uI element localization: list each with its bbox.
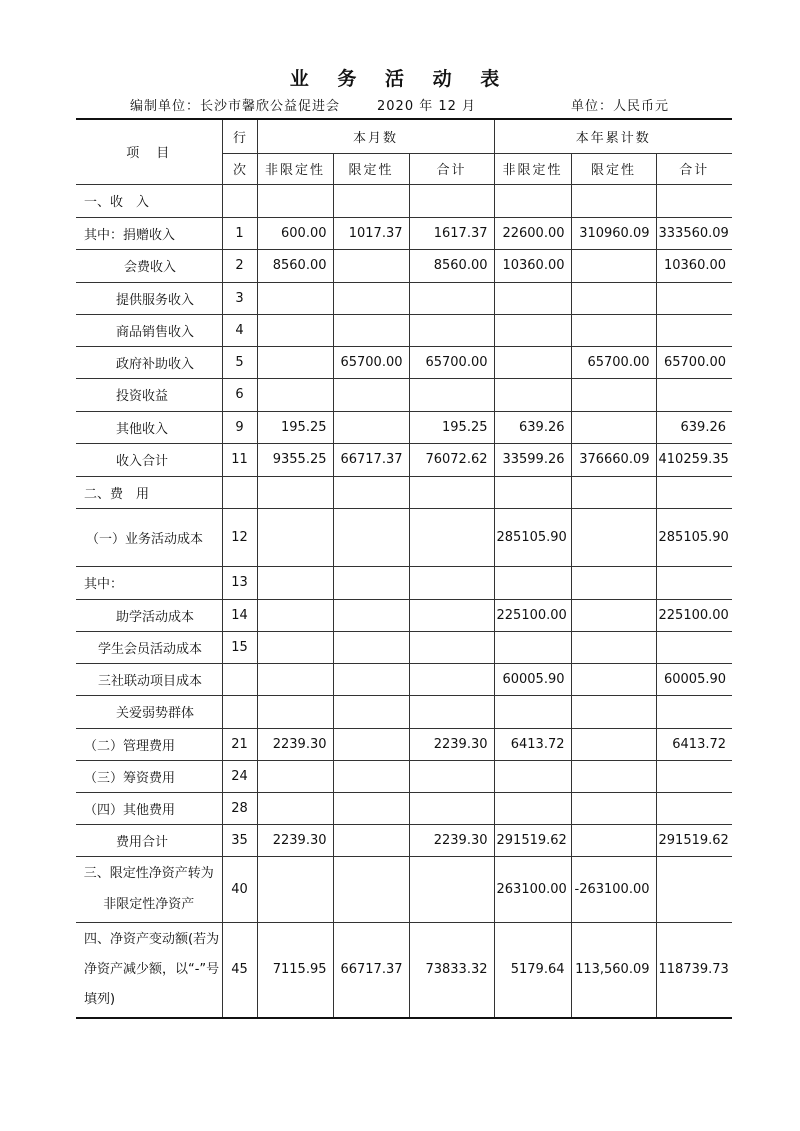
cell-year-restricted bbox=[571, 824, 656, 856]
table-row bbox=[76, 443, 732, 476]
row-item-label: 收入合计 bbox=[76, 443, 222, 476]
cell-year-total bbox=[656, 566, 732, 599]
cell-year-total: 291519.62 bbox=[656, 824, 732, 856]
table-row bbox=[76, 922, 732, 1018]
cell-month-total bbox=[409, 631, 494, 663]
cell-year-unrestricted bbox=[494, 282, 571, 314]
table-row bbox=[76, 566, 732, 599]
header-line-top: 行 bbox=[222, 119, 257, 153]
cell-year-total: 10360.00 bbox=[656, 249, 732, 282]
table-row bbox=[76, 411, 732, 443]
cell-month-total: 1617.37 bbox=[409, 217, 494, 249]
cell-month-total: 73833.32 bbox=[409, 922, 494, 1018]
cell-year-unrestricted bbox=[494, 476, 571, 508]
row-item-label: 学生会员活动成本 bbox=[76, 631, 222, 663]
cell-year-restricted: -263100.00 bbox=[571, 856, 656, 922]
header-item: 项 目 bbox=[76, 119, 222, 184]
cell-month-unrestricted: 7115.95 bbox=[257, 922, 333, 1018]
cell-month-restricted bbox=[333, 411, 409, 443]
row-item-label: 一、收 入 bbox=[76, 184, 222, 217]
cell-month-restricted: 66717.37 bbox=[333, 443, 409, 476]
cell-year-unrestricted bbox=[494, 378, 571, 411]
cell-year-unrestricted: 10360.00 bbox=[494, 249, 571, 282]
cell-month-restricted bbox=[333, 249, 409, 282]
cell-month-restricted bbox=[333, 282, 409, 314]
row-item-label: 费用合计 bbox=[76, 824, 222, 856]
cell-year-restricted bbox=[571, 476, 656, 508]
cell-year-unrestricted bbox=[494, 184, 571, 217]
row-line-number bbox=[222, 184, 257, 217]
cell-year-unrestricted bbox=[494, 346, 571, 378]
cell-month-total: 65700.00 bbox=[409, 346, 494, 378]
row-line-number: 12 bbox=[222, 508, 257, 566]
cell-month-restricted bbox=[333, 695, 409, 728]
cell-year-total bbox=[656, 760, 732, 792]
cell-year-unrestricted: 291519.62 bbox=[494, 824, 571, 856]
row-item-label: 政府补助收入 bbox=[76, 346, 222, 378]
cell-year-restricted bbox=[571, 728, 656, 760]
cell-year-restricted bbox=[571, 508, 656, 566]
cell-year-unrestricted bbox=[494, 631, 571, 663]
row-item-label: （二）管理费用 bbox=[76, 728, 222, 760]
cell-month-restricted: 65700.00 bbox=[333, 346, 409, 378]
cell-month-restricted bbox=[333, 184, 409, 217]
cell-month-restricted bbox=[333, 856, 409, 922]
row-item-label: 会费收入 bbox=[76, 249, 222, 282]
cell-month-unrestricted bbox=[257, 378, 333, 411]
cell-year-unrestricted bbox=[494, 566, 571, 599]
cell-month-unrestricted bbox=[257, 631, 333, 663]
row-item-label: （三）筹资费用 bbox=[76, 760, 222, 792]
cell-year-unrestricted bbox=[494, 314, 571, 346]
cell-year-restricted bbox=[571, 663, 656, 695]
cell-year-total bbox=[656, 695, 732, 728]
table-row bbox=[76, 346, 732, 378]
row-item-label: 三社联动项目成本 bbox=[76, 663, 222, 695]
cell-month-restricted bbox=[333, 314, 409, 346]
header-month-unrestricted: 非限定性 bbox=[257, 153, 333, 184]
cell-month-unrestricted: 2239.30 bbox=[257, 824, 333, 856]
cell-year-total: 333560.09 bbox=[656, 217, 732, 249]
cell-year-restricted bbox=[571, 411, 656, 443]
cell-year-total: 118739.73 bbox=[656, 922, 732, 1018]
row-line-number bbox=[222, 476, 257, 508]
row-line-number: 14 bbox=[222, 599, 257, 631]
cell-month-total bbox=[409, 792, 494, 824]
cell-year-restricted bbox=[571, 566, 656, 599]
row-line-number: 40 bbox=[222, 856, 257, 922]
cell-month-total bbox=[409, 378, 494, 411]
cell-year-unrestricted: 5179.64 bbox=[494, 922, 571, 1018]
cell-month-total bbox=[409, 663, 494, 695]
row-item-label: （四）其他费用 bbox=[76, 792, 222, 824]
cell-month-total bbox=[409, 599, 494, 631]
table-row bbox=[76, 824, 732, 856]
cell-month-total: 8560.00 bbox=[409, 249, 494, 282]
cell-month-total: 2239.30 bbox=[409, 728, 494, 760]
table-row bbox=[76, 282, 732, 314]
cell-year-restricted bbox=[571, 695, 656, 728]
header-row bbox=[76, 119, 732, 153]
activity-statement-table bbox=[76, 118, 732, 1019]
row-line-number: 9 bbox=[222, 411, 257, 443]
cell-month-unrestricted: 600.00 bbox=[257, 217, 333, 249]
cell-month-total bbox=[409, 184, 494, 217]
cell-year-unrestricted bbox=[494, 760, 571, 792]
cell-year-restricted: 310960.09 bbox=[571, 217, 656, 249]
report-period: 2020 年 12 月 bbox=[377, 99, 477, 114]
cell-year-total: 285105.90 bbox=[656, 508, 732, 566]
table-row bbox=[76, 760, 732, 792]
cell-year-restricted bbox=[571, 184, 656, 217]
cell-month-unrestricted bbox=[257, 599, 333, 631]
cell-year-total bbox=[656, 856, 732, 922]
header-year-unrestricted: 非限定性 bbox=[494, 153, 571, 184]
header-month-restricted: 限定性 bbox=[333, 153, 409, 184]
row-item-label: 商品销售收入 bbox=[76, 314, 222, 346]
currency-unit: 单位：人民币元 bbox=[571, 99, 670, 114]
cell-month-unrestricted: 9355.25 bbox=[257, 443, 333, 476]
cell-month-restricted bbox=[333, 508, 409, 566]
row-line-number: 3 bbox=[222, 282, 257, 314]
cell-month-restricted bbox=[333, 824, 409, 856]
cell-month-restricted bbox=[333, 566, 409, 599]
cell-month-unrestricted bbox=[257, 184, 333, 217]
cell-year-total bbox=[656, 378, 732, 411]
cell-year-restricted bbox=[571, 314, 656, 346]
cell-month-restricted bbox=[333, 476, 409, 508]
row-line-number: 45 bbox=[222, 922, 257, 1018]
cell-year-unrestricted: 60005.90 bbox=[494, 663, 571, 695]
cell-year-restricted: 65700.00 bbox=[571, 346, 656, 378]
cell-month-total bbox=[409, 566, 494, 599]
cell-year-restricted bbox=[571, 631, 656, 663]
row-item-label: 助学活动成本 bbox=[76, 599, 222, 631]
cell-month-unrestricted bbox=[257, 695, 333, 728]
cell-year-restricted bbox=[571, 760, 656, 792]
cell-month-unrestricted: 8560.00 bbox=[257, 249, 333, 282]
cell-year-restricted bbox=[571, 792, 656, 824]
row-line-number: 21 bbox=[222, 728, 257, 760]
row-line-number: 28 bbox=[222, 792, 257, 824]
cell-year-unrestricted: 263100.00 bbox=[494, 856, 571, 922]
cell-month-total bbox=[409, 476, 494, 508]
table-row bbox=[76, 631, 732, 663]
row-line-number bbox=[222, 695, 257, 728]
cell-month-total bbox=[409, 695, 494, 728]
cell-year-restricted: 113,560.09 bbox=[571, 922, 656, 1018]
row-line-number bbox=[222, 663, 257, 695]
cell-month-total: 76072.62 bbox=[409, 443, 494, 476]
cell-year-total bbox=[656, 184, 732, 217]
cell-month-restricted: 66717.37 bbox=[333, 922, 409, 1018]
header-year-total: 合计 bbox=[656, 153, 732, 184]
row-item-label: 提供服务收入 bbox=[76, 282, 222, 314]
row-line-number: 24 bbox=[222, 760, 257, 792]
row-item-label: 投资收益 bbox=[76, 378, 222, 411]
row-line-number: 15 bbox=[222, 631, 257, 663]
row-line-number: 1 bbox=[222, 217, 257, 249]
cell-year-restricted bbox=[571, 249, 656, 282]
cell-year-total bbox=[656, 476, 732, 508]
cell-month-total: 2239.30 bbox=[409, 824, 494, 856]
row-line-number: 4 bbox=[222, 314, 257, 346]
row-line-number: 11 bbox=[222, 443, 257, 476]
cell-year-total bbox=[656, 282, 732, 314]
table-row bbox=[76, 856, 732, 922]
cell-month-restricted bbox=[333, 760, 409, 792]
cell-year-restricted bbox=[571, 282, 656, 314]
cell-month-restricted bbox=[333, 728, 409, 760]
cell-year-total: 65700.00 bbox=[656, 346, 732, 378]
cell-month-restricted bbox=[333, 792, 409, 824]
cell-month-unrestricted bbox=[257, 346, 333, 378]
cell-month-unrestricted bbox=[257, 314, 333, 346]
row-item-label: 二、费 用 bbox=[76, 476, 222, 508]
table-row bbox=[76, 792, 732, 824]
cell-month-unrestricted bbox=[257, 760, 333, 792]
report-title: 业 务 活 动 表 bbox=[289, 68, 511, 90]
cell-year-unrestricted: 6413.72 bbox=[494, 728, 571, 760]
cell-year-unrestricted bbox=[494, 695, 571, 728]
cell-year-unrestricted: 225100.00 bbox=[494, 599, 571, 631]
cell-month-total bbox=[409, 856, 494, 922]
cell-month-unrestricted: 195.25 bbox=[257, 411, 333, 443]
row-line-number: 13 bbox=[222, 566, 257, 599]
row-item-label: 其中：捐赠收入 bbox=[76, 217, 222, 249]
row-line-number: 35 bbox=[222, 824, 257, 856]
row-line-number: 5 bbox=[222, 346, 257, 378]
cell-year-total: 639.26 bbox=[656, 411, 732, 443]
cell-year-total: 410259.35 bbox=[656, 443, 732, 476]
cell-month-restricted bbox=[333, 663, 409, 695]
row-line-number: 6 bbox=[222, 378, 257, 411]
header-month-total: 合计 bbox=[409, 153, 494, 184]
table-row bbox=[76, 476, 732, 508]
cell-year-total bbox=[656, 792, 732, 824]
row-item-label: 其中： bbox=[76, 566, 222, 599]
cell-year-total bbox=[656, 631, 732, 663]
cell-month-unrestricted bbox=[257, 663, 333, 695]
cell-year-restricted bbox=[571, 378, 656, 411]
cell-month-total bbox=[409, 314, 494, 346]
cell-month-unrestricted bbox=[257, 792, 333, 824]
cell-month-unrestricted bbox=[257, 282, 333, 314]
row-item-label: 三、限定性净资产转为非限定性净资产 bbox=[76, 856, 222, 922]
cell-month-total: 195.25 bbox=[409, 411, 494, 443]
table-row bbox=[76, 508, 732, 566]
cell-month-total bbox=[409, 508, 494, 566]
cell-year-total: 60005.90 bbox=[656, 663, 732, 695]
table-row bbox=[76, 249, 732, 282]
cell-year-total bbox=[656, 314, 732, 346]
header-year-restricted: 限定性 bbox=[571, 153, 656, 184]
cell-month-unrestricted bbox=[257, 508, 333, 566]
cell-month-total bbox=[409, 760, 494, 792]
table-row bbox=[76, 217, 732, 249]
cell-month-unrestricted: 2239.30 bbox=[257, 728, 333, 760]
cell-year-restricted: 376660.09 bbox=[571, 443, 656, 476]
cell-month-unrestricted bbox=[257, 476, 333, 508]
cell-month-restricted bbox=[333, 599, 409, 631]
table-row bbox=[76, 184, 732, 217]
cell-year-unrestricted bbox=[494, 792, 571, 824]
header-line-bottom: 次 bbox=[222, 153, 257, 184]
cell-year-unrestricted: 22600.00 bbox=[494, 217, 571, 249]
cell-month-restricted bbox=[333, 631, 409, 663]
table-row bbox=[76, 378, 732, 411]
header-month-group: 本月数 bbox=[257, 119, 494, 153]
cell-month-unrestricted bbox=[257, 566, 333, 599]
cell-month-total bbox=[409, 282, 494, 314]
cell-month-restricted: 1017.37 bbox=[333, 217, 409, 249]
cell-year-total: 225100.00 bbox=[656, 599, 732, 631]
table-row bbox=[76, 663, 732, 695]
cell-year-unrestricted: 33599.26 bbox=[494, 443, 571, 476]
table-row bbox=[76, 728, 732, 760]
header-year-group: 本年累计数 bbox=[494, 119, 732, 153]
cell-year-unrestricted: 285105.90 bbox=[494, 508, 571, 566]
table-row bbox=[76, 314, 732, 346]
cell-year-unrestricted: 639.26 bbox=[494, 411, 571, 443]
row-line-number: 2 bbox=[222, 249, 257, 282]
organization-label: 编制单位：长沙市馨欣公益促进会 bbox=[130, 99, 341, 114]
table-row bbox=[76, 695, 732, 728]
row-item-label: 关爱弱势群体 bbox=[76, 695, 222, 728]
cell-year-restricted bbox=[571, 599, 656, 631]
cell-month-unrestricted bbox=[257, 856, 333, 922]
row-item-label: 其他收入 bbox=[76, 411, 222, 443]
table-row bbox=[76, 599, 732, 631]
cell-month-restricted bbox=[333, 378, 409, 411]
row-item-label: （一）业务活动成本 bbox=[76, 508, 222, 566]
cell-year-total: 6413.72 bbox=[656, 728, 732, 760]
row-item-label: 四、净资产变动额(若为净资产减少额，以“-”号填列) bbox=[76, 922, 222, 1018]
